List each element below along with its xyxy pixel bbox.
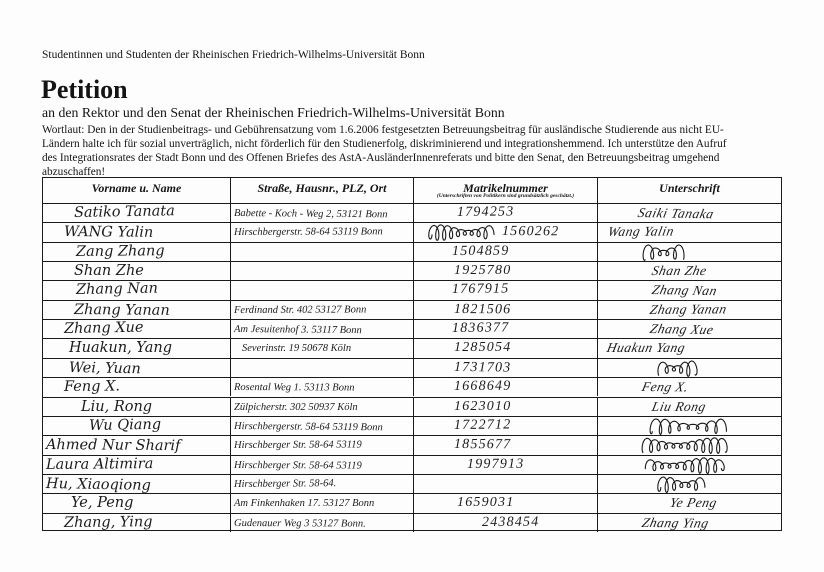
- matrikel-cell: [413, 339, 597, 357]
- address-cell: [230, 494, 413, 512]
- matrikel-cell: [413, 456, 597, 474]
- table-row: [43, 435, 781, 454]
- table-row: [43, 222, 781, 241]
- matriculation-number: 1997913: [466, 456, 525, 472]
- table-row: [43, 455, 781, 474]
- name-cell: [43, 398, 230, 416]
- name-cell: [43, 320, 230, 338]
- signature-cell: [597, 359, 781, 377]
- name-cell: [43, 262, 230, 280]
- signer-address: Babette - Koch - Weg 2, 53121 Bonn: [233, 208, 388, 221]
- signature-cell: [597, 243, 781, 261]
- signer-name: Zhang Yanan: [73, 301, 170, 319]
- matriculation-number: 1767915: [451, 281, 510, 298]
- address-cell: [230, 514, 413, 532]
- signer-address: Zülpicherstr. 302 50937 Köln: [234, 401, 358, 413]
- address-cell: [230, 378, 413, 396]
- signature-cell: [597, 436, 781, 454]
- signature-cell: [597, 456, 781, 474]
- column-header-name: Vorname u. Name: [91, 181, 182, 195]
- handwritten-signature: Saiki Tanaka: [636, 205, 716, 222]
- matrikel-cell: [413, 204, 597, 222]
- matrikel-cell: [413, 223, 597, 241]
- address-cell: [230, 398, 413, 416]
- header-cell-signature: [597, 178, 781, 203]
- signer-address: Hirschberger Str. 58-64 53119: [233, 439, 362, 452]
- signature-cell: [597, 494, 781, 512]
- petition-text-line: Wortlaut: Den in der Studienbeitrags- und Gebührensatzung vom 1.6.2006 festgesetzten Betreuungsbeitrag für ausländische Studierende aus nicht EU-: [42, 124, 724, 136]
- signer-name: Zang Zhang: [75, 242, 165, 260]
- matrikel-cell: [413, 475, 597, 493]
- handwritten-signature: Zhang Yanan: [648, 301, 729, 317]
- address-cell: [230, 456, 413, 474]
- signer-address: Hirschberger Str. 58-64 53119: [233, 459, 362, 472]
- signature-cell: [597, 223, 781, 241]
- signer-name: WANG Yalin: [63, 224, 154, 242]
- name-cell: [43, 378, 230, 396]
- matriculation-number: 1504859: [451, 243, 510, 259]
- column-header-matrikel-note: (Unterschriften von Politikern sind grundsätzlich geschätzt.): [436, 193, 575, 199]
- signer-address: Ferdinand Str. 402 53127 Bonn: [233, 304, 367, 316]
- signer-name: Satiko Tanata: [73, 203, 175, 221]
- handwritten-signature: Feng X.: [640, 379, 691, 395]
- signer-name: Ahmed Nur Sharif: [45, 437, 181, 455]
- signer-name: Laura Altimira: [45, 455, 154, 473]
- name-cell: [43, 475, 230, 493]
- address-cell: [230, 204, 413, 222]
- signature-cell: [597, 417, 781, 435]
- signature-cell: [597, 320, 781, 338]
- matrikel-cell: [413, 494, 597, 512]
- matriculation-number: 1731703: [453, 359, 512, 376]
- petition-text-line: des Integrationsrates der Stadt Bonn und des Offenen Briefes des AstA-AusländerInnenreferats und bitte den Senat, den Betreuungsbeitrag umgehend: [42, 152, 720, 164]
- address-cell: [230, 243, 413, 261]
- matrikel-cell: [413, 378, 597, 396]
- signature-cell: [597, 514, 781, 532]
- address-cell: [230, 301, 413, 319]
- table-row: [43, 377, 781, 396]
- name-cell: [43, 223, 230, 241]
- matriculation-number: 1285054: [454, 340, 512, 356]
- handwritten-signature: Shan Zhe: [650, 263, 709, 279]
- signer-address: Rosental Weg 1. 53113 Bonn: [233, 382, 355, 394]
- signer-name: Hu, Xiaoqiong: [45, 475, 151, 494]
- matrikel-cell: [413, 281, 597, 299]
- signer-address: Am Finkenhaken 17. 53127 Bonn: [234, 498, 375, 510]
- name-cell: [43, 359, 230, 377]
- signer-name: Shan Zhe: [74, 263, 144, 280]
- table-row: [43, 319, 781, 338]
- handwritten-signature: Zhang Xue: [648, 321, 716, 338]
- signer-name: Zhang Xue: [63, 319, 144, 338]
- signer-address: Severinstr. 19 50678 Köln: [242, 343, 352, 355]
- table-header-row: [43, 178, 781, 203]
- signer-address: Gudenauer Weg 3 53127 Bonn.: [233, 517, 366, 530]
- matriculation-number: 1855677: [453, 437, 512, 453]
- column-header-matrikel: Matrikelnummer: [463, 181, 548, 195]
- matrikel-cell: [413, 301, 597, 319]
- signature-cell: [597, 281, 781, 299]
- table-row: [43, 203, 781, 222]
- column-header-signature: Unterschrift: [659, 181, 720, 195]
- addressee-line: an den Rektor und den Senat der Rheinischen Friedrich-Wilhelms-Universität Bonn: [42, 105, 505, 120]
- header-cell-address: [230, 178, 413, 203]
- handwritten-signature: Liu Rong: [650, 398, 708, 414]
- matriculation-number: 1794253: [456, 204, 515, 220]
- signer-name: Feng X.: [63, 378, 121, 396]
- matrikel-cell: [413, 514, 597, 532]
- table-row: [43, 242, 781, 261]
- signature-cell: [597, 339, 781, 357]
- matriculation-number: 1722712: [453, 417, 512, 433]
- matrikel-cell: [413, 398, 597, 416]
- matriculation-number: 1821506: [453, 301, 512, 318]
- address-cell: [230, 436, 413, 454]
- signer-name: Wei, Yuan: [68, 359, 141, 378]
- address-cell: [230, 262, 413, 280]
- name-cell: [43, 281, 230, 299]
- document-title: Petition: [41, 75, 128, 104]
- matrikel-cell: [413, 262, 597, 280]
- organization-line: Studentinnen und Studenten der Rheinischen Friedrich-Wilhelms-Universität Bonn: [42, 49, 425, 61]
- handwritten-signature: Zhang Nan: [650, 282, 719, 299]
- table-row: [43, 416, 781, 435]
- address-cell: [230, 339, 413, 357]
- signer-name: Ye, Peng: [71, 495, 134, 512]
- name-cell: [43, 243, 230, 261]
- signature-table: [42, 177, 782, 531]
- table-row: [43, 261, 781, 280]
- handwritten-signature: Wang Yalin: [606, 223, 676, 240]
- table-row: [43, 513, 781, 532]
- signature-cell: [597, 475, 781, 493]
- name-cell: [43, 494, 230, 512]
- matriculation-number: 1668649: [453, 378, 512, 395]
- handwritten-signature: Zhang Ying: [640, 514, 711, 531]
- table-row: [43, 338, 781, 357]
- address-cell: [230, 281, 413, 299]
- address-cell: [230, 223, 413, 241]
- header-cell-name: [43, 178, 230, 203]
- table-row: [43, 358, 781, 377]
- address-cell: [230, 417, 413, 435]
- table-row: [43, 280, 781, 299]
- address-cell: [230, 359, 413, 377]
- signature-cell: [597, 378, 781, 396]
- petition-text-line: Ländern halte ich für sozial unverträglich, nicht förderlich für den Studienerfolg, diskriminierend und integrationshemmend. Ich unterstütze den Aufruf: [42, 138, 727, 150]
- table-row: [43, 474, 781, 493]
- signer-address: Am Jesuitenhof 3. 53117 Bonn: [233, 324, 362, 337]
- header-cell-matrikel: [413, 178, 597, 203]
- column-header-address: Straße, Hausnr., PLZ, Ort: [257, 181, 387, 195]
- signer-name: Wu Qiang: [88, 416, 162, 434]
- signer-address: Hirschbergerstr. 58-64 53119 Bonn: [233, 420, 383, 434]
- matrikel-cell: [413, 243, 597, 261]
- signer-name: Huakun, Yang: [69, 340, 173, 357]
- petition-text-line: abzuschaffen!: [42, 166, 106, 178]
- signer-name: Liu, Rong: [81, 398, 153, 415]
- name-cell: [43, 514, 230, 532]
- signer-name: Zhang Nan: [75, 280, 159, 299]
- signature-cell: [597, 204, 781, 222]
- table-row: [43, 300, 781, 319]
- name-cell: [43, 436, 230, 454]
- signature-cell: [597, 262, 781, 280]
- signer-address: Hirschberger Str. 58-64.: [233, 477, 337, 490]
- handwritten-signature: Huakun Yang: [605, 340, 687, 356]
- name-cell: [43, 339, 230, 357]
- name-cell: [43, 456, 230, 474]
- name-cell: [43, 204, 230, 222]
- matriculation-number: 2438454: [481, 514, 540, 530]
- signer-address: Hirschbergerstr. 58-64 53119 Bonn: [233, 226, 383, 239]
- matriculation-number: 1623010: [454, 398, 512, 414]
- table-row: [43, 493, 781, 512]
- matrikel-cell: [413, 320, 597, 338]
- handwritten-signature: Ye Peng: [668, 495, 719, 511]
- name-cell: [43, 417, 230, 435]
- address-cell: [230, 475, 413, 493]
- signature-cell: [597, 301, 781, 319]
- matriculation-number: 1659031: [457, 495, 515, 511]
- table-row: [43, 397, 781, 416]
- matriculation-number: 1836377: [451, 320, 510, 337]
- matrikel-cell: [413, 436, 597, 454]
- matrikel-cell: [413, 359, 597, 377]
- matriculation-number: 1925780: [454, 263, 512, 279]
- matrikel-cell: [413, 417, 597, 435]
- signature-cell: [597, 398, 781, 416]
- signer-name: Zhang, Ying: [63, 513, 153, 531]
- name-cell: [43, 301, 230, 319]
- matriculation-number: 1560262: [501, 224, 560, 240]
- petition-text: [42, 123, 727, 179]
- address-cell: [230, 320, 413, 338]
